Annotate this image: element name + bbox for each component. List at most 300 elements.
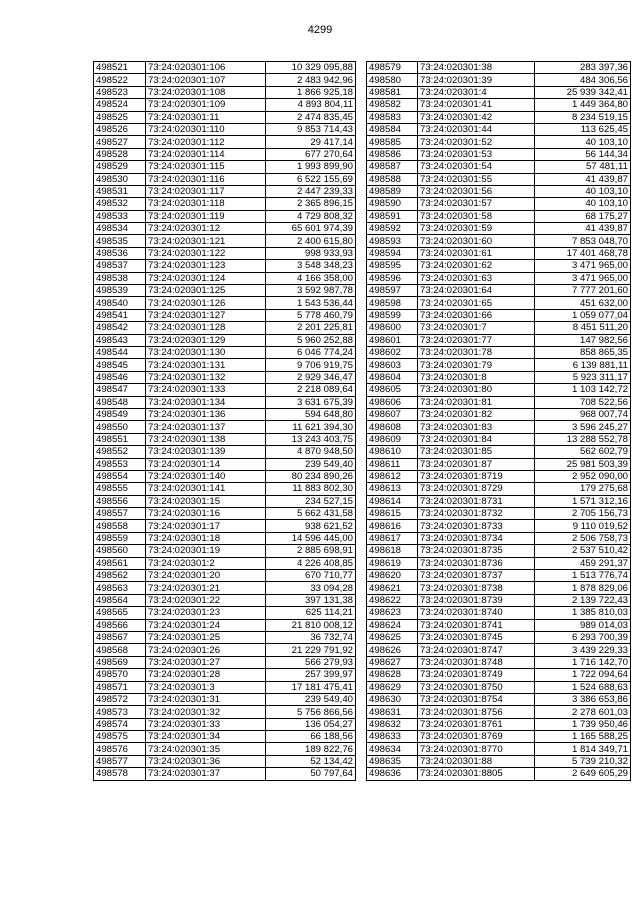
row-number-cell: 498550: [94, 421, 146, 433]
value-cell: 1 165 588,25: [535, 731, 631, 743]
table-row: [94, 334, 356, 346]
value-cell: 11 883 802,30: [266, 483, 356, 495]
table-row: [367, 706, 631, 718]
cadastral-number-cell: 73:24:020301:56: [418, 185, 535, 197]
cadastral-number-cell: 73:24:020301:8761: [418, 718, 535, 730]
table-row: [94, 731, 356, 743]
cadastral-number-cell: 73:24:020301:141: [146, 483, 266, 495]
value-cell: 29 417,14: [266, 136, 356, 148]
cadastral-number-cell: 73:24:020301:112: [146, 136, 266, 148]
cadastral-number-cell: 73:24:020301:8805: [418, 768, 535, 780]
value-cell: 3 386 653,86: [535, 693, 631, 705]
table-row: [94, 396, 356, 408]
table-row: [367, 483, 631, 495]
table-row: [367, 644, 631, 656]
row-number-cell: 498565: [94, 607, 146, 619]
value-cell: 2 537 510,42: [535, 545, 631, 557]
table-row: [94, 470, 356, 482]
table-row: [94, 309, 356, 321]
table-row: [94, 743, 356, 755]
value-cell: 594 648,80: [266, 408, 356, 420]
cadastral-number-cell: 73:24:020301:42: [418, 111, 535, 123]
row-number-cell: 498610: [367, 446, 418, 458]
value-cell: 708 522,56: [535, 396, 631, 408]
table-row: [367, 173, 631, 185]
value-cell: 1 993 899,90: [266, 161, 356, 173]
cadastral-number-cell: 73:24:020301:130: [146, 346, 266, 358]
table-row: [94, 198, 356, 210]
row-number-cell: 498579: [367, 62, 418, 74]
cadastral-number-cell: 73:24:020301:137: [146, 421, 266, 433]
cadastral-number-cell: 73:24:020301:57: [418, 198, 535, 210]
row-number-cell: 498599: [367, 309, 418, 321]
row-number-cell: 498549: [94, 408, 146, 420]
table-row: [367, 322, 631, 334]
cadastral-number-cell: 73:24:020301:12: [146, 223, 266, 235]
value-cell: 68 175,27: [535, 210, 631, 222]
value-cell: 239 549,40: [266, 458, 356, 470]
table-row: [94, 185, 356, 197]
row-number-cell: 498567: [94, 631, 146, 643]
cadastral-number-cell: 73:24:020301:8756: [418, 706, 535, 718]
page-number: 4299: [307, 24, 333, 36]
cadastral-number-cell: 73:24:020301:114: [146, 148, 266, 160]
value-cell: 36 732,74: [266, 631, 356, 643]
value-cell: 2 705 156,73: [535, 508, 631, 520]
value-cell: 5 756 866,56: [266, 706, 356, 718]
value-cell: 189 822,76: [266, 743, 356, 755]
row-number-cell: 498535: [94, 235, 146, 247]
row-number-cell: 498585: [367, 136, 418, 148]
row-number-cell: 498630: [367, 693, 418, 705]
row-number-cell: 498598: [367, 297, 418, 309]
cadastral-number-cell: 73:24:020301:8747: [418, 644, 535, 656]
value-cell: 4 166 358,00: [266, 272, 356, 284]
row-number-cell: 498616: [367, 520, 418, 532]
row-number-cell: 498528: [94, 148, 146, 160]
table-row: [94, 62, 356, 74]
row-number-cell: 498544: [94, 346, 146, 358]
row-number-cell: 498615: [367, 508, 418, 520]
value-cell: 11 621 394,30: [266, 421, 356, 433]
value-cell: 283 397,36: [535, 62, 631, 74]
value-cell: 670 710,77: [266, 570, 356, 582]
value-cell: 57 481,11: [535, 161, 631, 173]
cadastral-number-cell: 73:24:020301:23: [146, 607, 266, 619]
table-row: [94, 582, 356, 594]
cadastral-number-cell: 73:24:020301:63: [418, 272, 535, 284]
row-number-cell: 498546: [94, 371, 146, 383]
cadastral-number-cell: 73:24:020301:8729: [418, 483, 535, 495]
row-number-cell: 498594: [367, 247, 418, 259]
table-row: [367, 520, 631, 532]
value-cell: 52 134,42: [266, 755, 356, 767]
value-cell: 562 602,79: [535, 446, 631, 458]
table-row: [367, 731, 631, 743]
row-number-cell: 498523: [94, 86, 146, 98]
cadastral-number-cell: 73:24:020301:125: [146, 285, 266, 297]
value-cell: 10 329 095,88: [266, 62, 356, 74]
table-row: [367, 334, 631, 346]
cadastral-number-cell: 73:24:020301:33: [146, 718, 266, 730]
row-number-cell: 498596: [367, 272, 418, 284]
value-cell: 2 447 239,33: [266, 185, 356, 197]
table-row: [367, 111, 631, 123]
table-row: [94, 508, 356, 520]
table-row: [367, 74, 631, 86]
row-number-cell: 498625: [367, 631, 418, 643]
value-cell: 2 365 896,15: [266, 198, 356, 210]
table-row: [94, 545, 356, 557]
table-row: [367, 247, 631, 259]
table-row: [367, 161, 631, 173]
table-row: [94, 495, 356, 507]
table-row: [367, 223, 631, 235]
table-row: [367, 408, 631, 420]
cadastral-number-cell: 73:24:020301:14: [146, 458, 266, 470]
cadastral-number-cell: 73:24:020301:8754: [418, 693, 535, 705]
row-number-cell: 498563: [94, 582, 146, 594]
cadastral-number-cell: 73:24:020301:8719: [418, 470, 535, 482]
value-cell: 1 739 950,46: [535, 718, 631, 730]
value-cell: 25 981 503,39: [535, 458, 631, 470]
value-cell: 938 621,52: [266, 520, 356, 532]
row-number-cell: 498529: [94, 161, 146, 173]
value-cell: 677 270,64: [266, 148, 356, 160]
row-number-cell: 498621: [367, 582, 418, 594]
value-cell: 566 279,93: [266, 656, 356, 668]
value-cell: 8 234 519,15: [535, 111, 631, 123]
cadastral-number-cell: 73:24:020301:136: [146, 408, 266, 420]
table-row: [94, 644, 356, 656]
table-row: [94, 210, 356, 222]
table-row: [367, 210, 631, 222]
row-number-cell: 498531: [94, 185, 146, 197]
cadastral-number-cell: 73:24:020301:118: [146, 198, 266, 210]
value-cell: 6 046 774,24: [266, 346, 356, 358]
value-cell: 25 939 342,41: [535, 86, 631, 98]
row-number-cell: 498614: [367, 495, 418, 507]
cadastral-number-cell: 73:24:020301:11: [146, 111, 266, 123]
left-table: [93, 61, 356, 781]
value-cell: 13 288 552,78: [535, 433, 631, 445]
value-cell: 113 625,45: [535, 123, 631, 135]
cadastral-number-cell: 73:24:020301:35: [146, 743, 266, 755]
cadastral-number-cell: 73:24:020301:139: [146, 446, 266, 458]
value-cell: 2 929 346,47: [266, 371, 356, 383]
cadastral-number-cell: 73:24:020301:28: [146, 669, 266, 681]
cadastral-number-cell: 73:24:020301:87: [418, 458, 535, 470]
value-cell: 66 188,56: [266, 731, 356, 743]
cadastral-number-cell: 73:24:020301:8741: [418, 619, 535, 631]
table-row: [367, 508, 631, 520]
cadastral-number-cell: 73:24:020301:116: [146, 173, 266, 185]
table-row: [94, 272, 356, 284]
row-number-cell: 498612: [367, 470, 418, 482]
cadastral-number-cell: 73:24:020301:58: [418, 210, 535, 222]
row-number-cell: 498595: [367, 260, 418, 272]
table-row: [367, 86, 631, 98]
row-number-cell: 498601: [367, 334, 418, 346]
row-number-cell: 498522: [94, 74, 146, 86]
row-number-cell: 498620: [367, 570, 418, 582]
value-cell: 989 014,03: [535, 619, 631, 631]
row-number-cell: 498628: [367, 669, 418, 681]
table-row: [94, 768, 356, 780]
table-row: [367, 346, 631, 358]
cadastral-number-cell: 73:24:020301:66: [418, 309, 535, 321]
value-cell: 2 952 090,00: [535, 470, 631, 482]
table-row: [94, 421, 356, 433]
cadastral-number-cell: 73:24:020301:77: [418, 334, 535, 346]
table-row: [94, 594, 356, 606]
row-number-cell: 498566: [94, 619, 146, 631]
row-number-cell: 498629: [367, 681, 418, 693]
value-cell: 2 483 942,96: [266, 74, 356, 86]
cadastral-number-cell: 73:24:020301:8749: [418, 669, 535, 681]
cadastral-number-cell: 73:24:020301:3: [146, 681, 266, 693]
cadastral-number-cell: 73:24:020301:138: [146, 433, 266, 445]
table-row: [367, 743, 631, 755]
table-row: [94, 607, 356, 619]
value-cell: 3 631 675,39: [266, 396, 356, 408]
table-row: [94, 371, 356, 383]
row-number-cell: 498623: [367, 607, 418, 619]
value-cell: 397 131,38: [266, 594, 356, 606]
value-cell: 2 474 835,45: [266, 111, 356, 123]
row-number-cell: 498581: [367, 86, 418, 98]
value-cell: 2 278 601,03: [535, 706, 631, 718]
table-row: [367, 532, 631, 544]
value-cell: 1 571 312,16: [535, 495, 631, 507]
table-row: [94, 570, 356, 582]
row-number-cell: 498593: [367, 235, 418, 247]
row-number-cell: 498590: [367, 198, 418, 210]
table-row: [94, 408, 356, 420]
value-cell: 13 243 403,75: [266, 433, 356, 445]
row-number-cell: 498602: [367, 346, 418, 358]
value-cell: 858 865,35: [535, 346, 631, 358]
cadastral-number-cell: 73:24:020301:126: [146, 297, 266, 309]
table-row: [367, 446, 631, 458]
value-cell: 1 722 094,64: [535, 669, 631, 681]
value-cell: 1 543 536,44: [266, 297, 356, 309]
value-cell: 40 103,10: [535, 198, 631, 210]
value-cell: 3 596 245,27: [535, 421, 631, 433]
table-row: [367, 235, 631, 247]
row-number-cell: 498587: [367, 161, 418, 173]
cadastral-number-cell: 73:24:020301:15: [146, 495, 266, 507]
table-row: [367, 594, 631, 606]
cadastral-number-cell: 73:24:020301:54: [418, 161, 535, 173]
value-cell: 9 706 919,75: [266, 359, 356, 371]
value-cell: 234 527,15: [266, 495, 356, 507]
cadastral-number-cell: 73:24:020301:59: [418, 223, 535, 235]
table-row: [94, 260, 356, 272]
row-number-cell: 498633: [367, 731, 418, 743]
row-number-cell: 498603: [367, 359, 418, 371]
cadastral-number-cell: 73:24:020301:8748: [418, 656, 535, 668]
row-number-cell: 498589: [367, 185, 418, 197]
value-cell: 3 471 965,00: [535, 260, 631, 272]
value-cell: 625 114,21: [266, 607, 356, 619]
value-cell: 7 853 048,70: [535, 235, 631, 247]
table-row: [94, 173, 356, 185]
table-row: [94, 693, 356, 705]
row-number-cell: 498538: [94, 272, 146, 284]
row-number-cell: 498635: [367, 755, 418, 767]
table-row: [94, 99, 356, 111]
cadastral-number-cell: 73:24:020301:121: [146, 235, 266, 247]
value-cell: 17 181 475,41: [266, 681, 356, 693]
cadastral-number-cell: 73:24:020301:115: [146, 161, 266, 173]
row-number-cell: 498545: [94, 359, 146, 371]
row-number-cell: 498525: [94, 111, 146, 123]
row-number-cell: 498582: [367, 99, 418, 111]
cadastral-number-cell: 73:24:020301:21: [146, 582, 266, 594]
table-row: [94, 74, 356, 86]
table-row: [367, 99, 631, 111]
value-cell: 147 982,56: [535, 334, 631, 346]
table-row: [367, 421, 631, 433]
value-cell: 3 592 987,78: [266, 285, 356, 297]
table-row: [367, 123, 631, 135]
row-number-cell: 498541: [94, 309, 146, 321]
table-row: [367, 371, 631, 383]
table-row: [94, 433, 356, 445]
value-cell: 484 306,56: [535, 74, 631, 86]
cadastral-number-cell: 73:24:020301:123: [146, 260, 266, 272]
table-row: [94, 681, 356, 693]
row-number-cell: 498586: [367, 148, 418, 160]
row-number-cell: 498618: [367, 545, 418, 557]
cadastral-number-cell: 73:24:020301:78: [418, 346, 535, 358]
cadastral-number-cell: 73:24:020301:8736: [418, 557, 535, 569]
value-cell: 8 451 511,20: [535, 322, 631, 334]
cadastral-number-cell: 73:24:020301:44: [418, 123, 535, 135]
table-row: [94, 123, 356, 135]
cadastral-number-cell: 73:24:020301:127: [146, 309, 266, 321]
table-row: [367, 582, 631, 594]
value-cell: 179 275,68: [535, 483, 631, 495]
table-row: [367, 185, 631, 197]
value-cell: 5 662 431,58: [266, 508, 356, 520]
value-cell: 2 400 615,80: [266, 235, 356, 247]
cadastral-number-cell: 73:24:020301:38: [418, 62, 535, 74]
row-number-cell: 498575: [94, 731, 146, 743]
table-row: [367, 272, 631, 284]
value-cell: 2 218 089,64: [266, 384, 356, 396]
table-row: [367, 359, 631, 371]
value-cell: 1 449 364,80: [535, 99, 631, 111]
row-number-cell: 498539: [94, 285, 146, 297]
row-number-cell: 498636: [367, 768, 418, 780]
row-number-cell: 498605: [367, 384, 418, 396]
cadastral-number-cell: 73:24:020301:36: [146, 755, 266, 767]
value-cell: 21 810 008,12: [266, 619, 356, 631]
value-cell: 40 103,10: [535, 185, 631, 197]
table-row: [94, 520, 356, 532]
row-number-cell: 498524: [94, 99, 146, 111]
cadastral-number-cell: 73:24:020301:119: [146, 210, 266, 222]
table-row: [367, 631, 631, 643]
value-cell: 4 729 808,32: [266, 210, 356, 222]
row-number-cell: 498606: [367, 396, 418, 408]
value-cell: 459 291,37: [535, 557, 631, 569]
table-row: [367, 656, 631, 668]
row-number-cell: 498574: [94, 718, 146, 730]
table-row: [94, 532, 356, 544]
value-cell: 5 739 210,32: [535, 755, 631, 767]
cadastral-number-cell: 73:24:020301:8739: [418, 594, 535, 606]
table-row: [367, 285, 631, 297]
value-cell: 2 506 758,73: [535, 532, 631, 544]
table-row: [94, 148, 356, 160]
row-number-cell: 498557: [94, 508, 146, 520]
row-number-cell: 498608: [367, 421, 418, 433]
table-row: [367, 396, 631, 408]
cadastral-number-cell: 73:24:020301:109: [146, 99, 266, 111]
cadastral-number-cell: 73:24:020301:8745: [418, 631, 535, 643]
table-row: [94, 483, 356, 495]
cadastral-number-cell: 73:24:020301:131: [146, 359, 266, 371]
cadastral-number-cell: 73:24:020301:8769: [418, 731, 535, 743]
table-row: [367, 619, 631, 631]
value-cell: 4 226 408,85: [266, 557, 356, 569]
cadastral-number-cell: 73:24:020301:134: [146, 396, 266, 408]
row-number-cell: 498631: [367, 706, 418, 718]
row-number-cell: 498588: [367, 173, 418, 185]
value-cell: 9 110 019,52: [535, 520, 631, 532]
row-number-cell: 498617: [367, 532, 418, 544]
cadastral-number-cell: 73:24:020301:8738: [418, 582, 535, 594]
table-row: [94, 631, 356, 643]
row-number-cell: 498555: [94, 483, 146, 495]
value-cell: 1 524 688,63: [535, 681, 631, 693]
value-cell: 17 401 468,78: [535, 247, 631, 259]
row-number-cell: 498578: [94, 768, 146, 780]
cadastral-number-cell: 73:24:020301:124: [146, 272, 266, 284]
value-cell: 257 399,97: [266, 669, 356, 681]
value-cell: 4 893 804,11: [266, 99, 356, 111]
row-number-cell: 498611: [367, 458, 418, 470]
value-cell: 5 960 252,88: [266, 334, 356, 346]
value-cell: 1 814 349,71: [535, 743, 631, 755]
table-row: [94, 223, 356, 235]
value-cell: 33 094,28: [266, 582, 356, 594]
cadastral-number-cell: 73:24:020301:37: [146, 768, 266, 780]
row-number-cell: 498521: [94, 62, 146, 74]
table-row: [367, 136, 631, 148]
cadastral-number-cell: 73:24:020301:81: [418, 396, 535, 408]
cadastral-number-cell: 73:24:020301:34: [146, 731, 266, 743]
table-row: [94, 235, 356, 247]
row-number-cell: 498558: [94, 520, 146, 532]
table-row: [367, 198, 631, 210]
cadastral-number-cell: 73:24:020301:79: [418, 359, 535, 371]
cadastral-number-cell: 73:24:020301:18: [146, 532, 266, 544]
table-row: [367, 309, 631, 321]
value-cell: 968 007,74: [535, 408, 631, 420]
row-number-cell: 498556: [94, 495, 146, 507]
row-number-cell: 498560: [94, 545, 146, 557]
cadastral-number-cell: 73:24:020301:39: [418, 74, 535, 86]
table-row: [94, 86, 356, 98]
cadastral-number-cell: 73:24:020301:62: [418, 260, 535, 272]
cadastral-number-cell: 73:24:020301:8733: [418, 520, 535, 532]
value-cell: 5 923 311,17: [535, 371, 631, 383]
cadastral-number-cell: 73:24:020301:128: [146, 322, 266, 334]
